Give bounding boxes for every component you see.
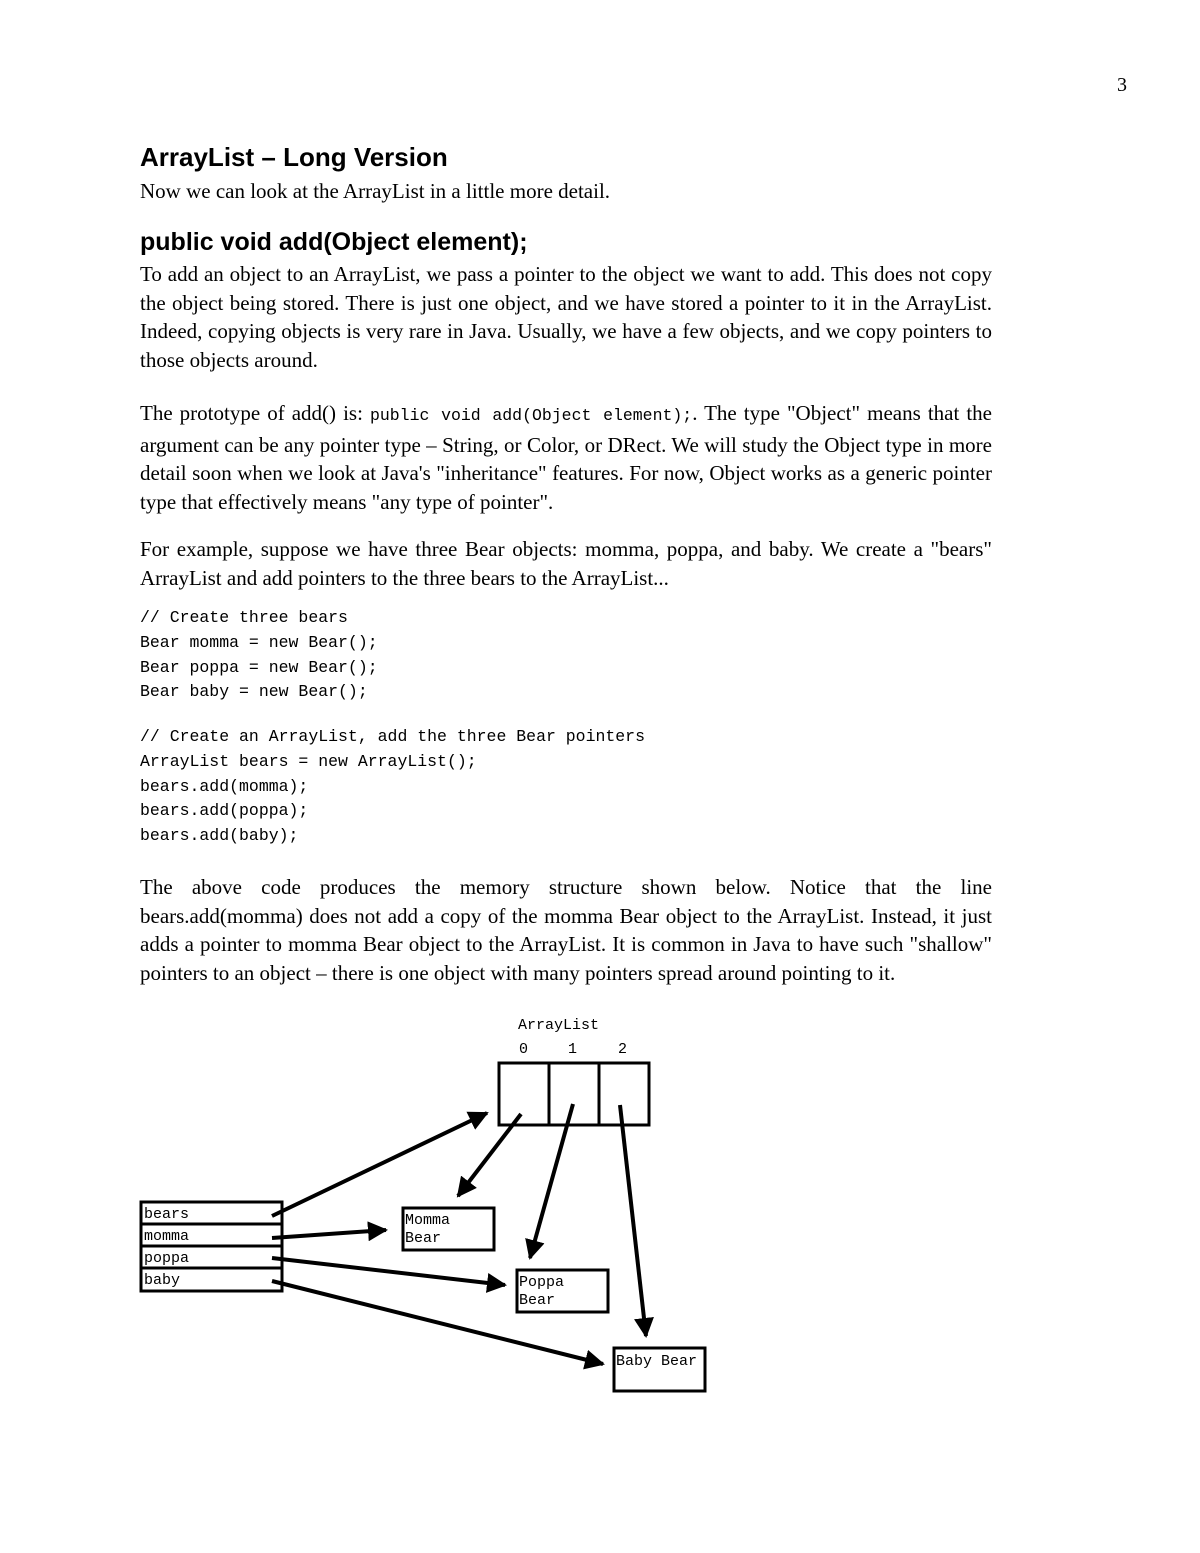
var-bears: bears — [144, 1206, 190, 1223]
arraylist-label: ArrayList — [518, 1017, 600, 1034]
index-label-1: 1 — [568, 1041, 578, 1058]
prototype-code: public void add(Object element); — [369, 406, 693, 425]
var-baby: baby — [144, 1272, 181, 1289]
index-label-0: 0 — [519, 1041, 529, 1058]
index-label-2: 2 — [618, 1041, 628, 1058]
paragraph-3: For example, suppose we have three Bear objects: momma, poppa, and baby. We create a "bears" ArrayList and add pointers to the three bears to the ArrayList... — [140, 537, 992, 590]
var-poppa: poppa — [144, 1250, 190, 1267]
paragraph-4: The above code produces the memory structure shown below. Notice that the line bears.add(momma) does not add a copy of the momma Bear object to the ArrayList. Instead, it just adds a pointer to momma Bear object to the ArrayList. It is common in Java to have such "shallow" pointers to an object – there is one object with many pointers spread around pointing to it. — [140, 875, 992, 985]
momma-box-line1: Momma — [405, 1212, 451, 1229]
paragraph-2-suffix: . The type "Object" means that the argument can be any pointer type – String, or Color, or DRect. We will study the Object type in more detail soon when we look at Java's "inheritance" features. For now, Object works as a generic pointer type that effectively means "any type of pointer". — [140, 401, 992, 514]
paragraph-1: To add an object to an ArrayList, we pass a pointer to the object we want to add. This does not copy the object being stored. There is just one object, and we have stored a pointer to it in the ArrayList. Indeed, copying objects is very rare in Java. Usually, we have a few objects, and we copy pointers to those objects around. — [140, 262, 992, 372]
momma-box-line2: Bear — [405, 1230, 442, 1247]
section-heading: ArrayList – Long Version — [140, 142, 448, 172]
arrow-cell2-to-baby — [620, 1105, 646, 1336]
page-number: 3 — [1117, 74, 1127, 96]
code-block-create-bears: // Create three bears Bear momma = new Bear(); Bear poppa = new Bear(); Bear baby = new Bear(); — [140, 608, 378, 702]
baby-box-label: Baby Bear — [616, 1353, 698, 1370]
paragraph-2-prefix: The prototype of add() is: — [140, 401, 370, 425]
arrow-cell1-to-poppa — [530, 1104, 573, 1258]
var-momma: momma — [144, 1228, 190, 1245]
arrow-bears-to-arraylist — [272, 1113, 487, 1216]
poppa-box-line1: Poppa — [519, 1274, 565, 1291]
intro-text: Now we can look at the ArrayList in a little more detail. — [140, 179, 611, 203]
poppa-box-line2: Bear — [519, 1292, 556, 1309]
arrow-poppa-to-object — [272, 1258, 505, 1285]
method-heading: public void add(Object element); — [140, 228, 528, 256]
code-block-arraylist: // Create an ArrayList, add the three Bear pointers ArrayList bears = new ArrayList(); bears.add(momma); bears.add(poppa); bears.add(baby); — [140, 727, 645, 846]
arrow-cell0-to-momma — [458, 1114, 521, 1196]
arrow-momma-to-object — [272, 1230, 386, 1238]
